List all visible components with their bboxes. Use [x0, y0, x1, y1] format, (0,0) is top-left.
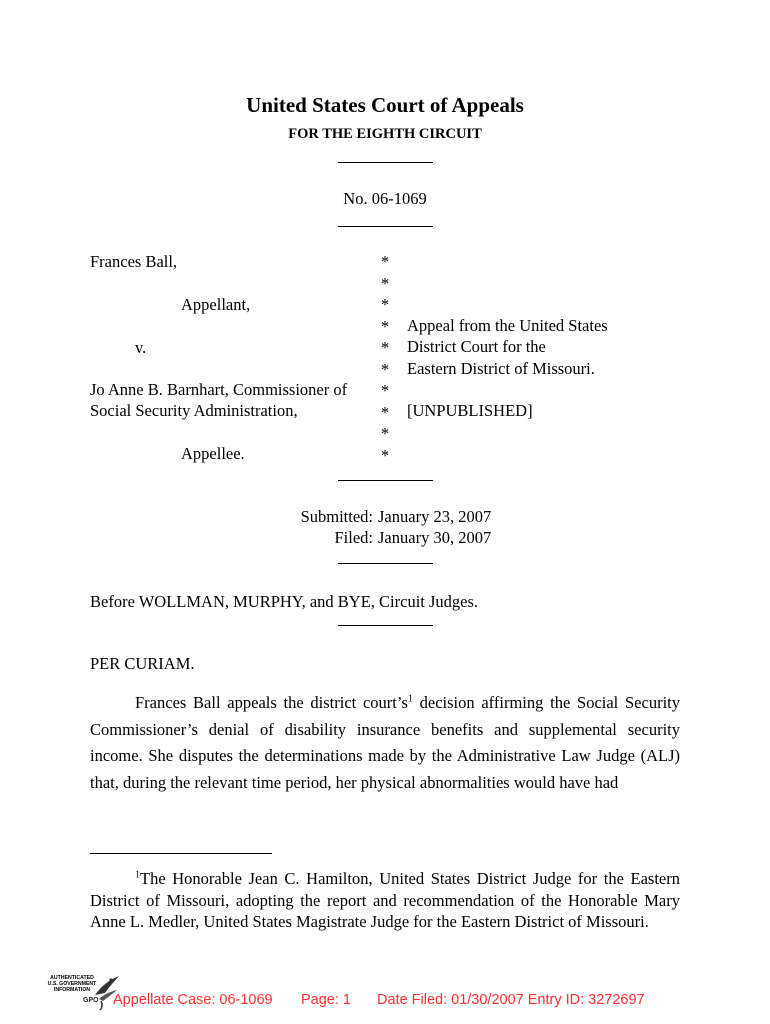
- caption-star: *: [380, 424, 390, 443]
- caption-star: *: [380, 381, 390, 400]
- footnote-divider: [90, 853, 272, 854]
- caption-star: *: [380, 252, 390, 271]
- caption-star: *: [380, 359, 390, 379]
- caption-star: *: [380, 273, 390, 293]
- divider: [338, 226, 433, 227]
- appeal-line1: Appeal from the United States: [407, 316, 608, 335]
- divider: [338, 162, 433, 163]
- publication-status: [UNPUBLISHED]: [407, 401, 533, 420]
- footer-filed-entry: Date Filed: 01/30/2007 Entry ID: 3272697: [377, 992, 645, 1008]
- appellee-name-line1: Jo Anne B. Barnhart, Commissioner of: [90, 380, 348, 399]
- caption-star: *: [380, 402, 390, 422]
- footnote-text: The Honorable Jean C. Hamilton, United States District Judge for the Eastern District of Missouri, adopting the report and recommendation of the Honorable Mary Anne L. Medler, United States Magistrate Judge for the Eastern District of Missouri.: [90, 869, 680, 931]
- versus: v.: [135, 338, 147, 357]
- circuit-name: FOR THE EIGHTH CIRCUIT: [288, 126, 482, 142]
- seal-line1: AUTHENTICATED: [50, 975, 94, 981]
- gpo-seal: [43, 973, 123, 1013]
- appellee-role: Appellee.: [181, 444, 245, 463]
- appellant-role: Appellant,: [181, 295, 251, 314]
- panel-judges: Before WOLLMAN, MURPHY, and BYE, Circuit Judges.: [90, 592, 479, 611]
- paragraph-text-rest: decision affirming the Social Security Commissioner’s denial of disability insurance benefits and supplemental security income. She disputes the determinations made by the Administrative Law Judge (ALJ) that, during the relevant time period, her physical abnormalities would have had: [90, 693, 680, 792]
- caption-star: *: [380, 295, 390, 314]
- caption-star: *: [380, 316, 390, 336]
- filed-date: January 30, 2007: [378, 528, 492, 547]
- footnote-marker: 1: [135, 869, 140, 881]
- divider: [338, 625, 433, 626]
- submitted-date: January 23, 2007: [378, 507, 492, 526]
- divider: [338, 563, 433, 564]
- appeal-line3: Eastern District of Missouri.: [407, 359, 595, 378]
- paragraph-text-start: Frances Ball appeals the district court’s: [135, 693, 408, 712]
- caption-star-column: [378, 251, 392, 466]
- footnote-ref[interactable]: 1: [407, 693, 413, 705]
- footer-page: Page: 1: [301, 992, 351, 1008]
- appellant-name: Frances Ball,: [90, 252, 178, 271]
- footer-case-number: Appellate Case: 06-1069: [113, 992, 273, 1008]
- divider: [338, 480, 433, 481]
- seal-line3: INFORMATION: [53, 986, 91, 993]
- caption-star: *: [380, 338, 390, 357]
- opinion-type: PER CURIAM.: [90, 654, 195, 673]
- appellee-name-line2: Social Security Administration,: [90, 401, 298, 420]
- submitted-label: Submitted:: [300, 507, 373, 526]
- gpo-mark: GPO: [83, 997, 99, 1004]
- seal-line2: U.S. GOVERNMENT: [47, 980, 97, 987]
- caption-star: *: [380, 445, 390, 465]
- filed-label: Filed:: [334, 528, 373, 547]
- docket-number: No. 06-1069: [343, 189, 427, 208]
- footnote: [90, 868, 680, 933]
- court-title: United States Court of Appeals: [246, 93, 524, 117]
- opinion-paragraph: [90, 690, 680, 796]
- appeal-line2: District Court for the: [407, 337, 546, 356]
